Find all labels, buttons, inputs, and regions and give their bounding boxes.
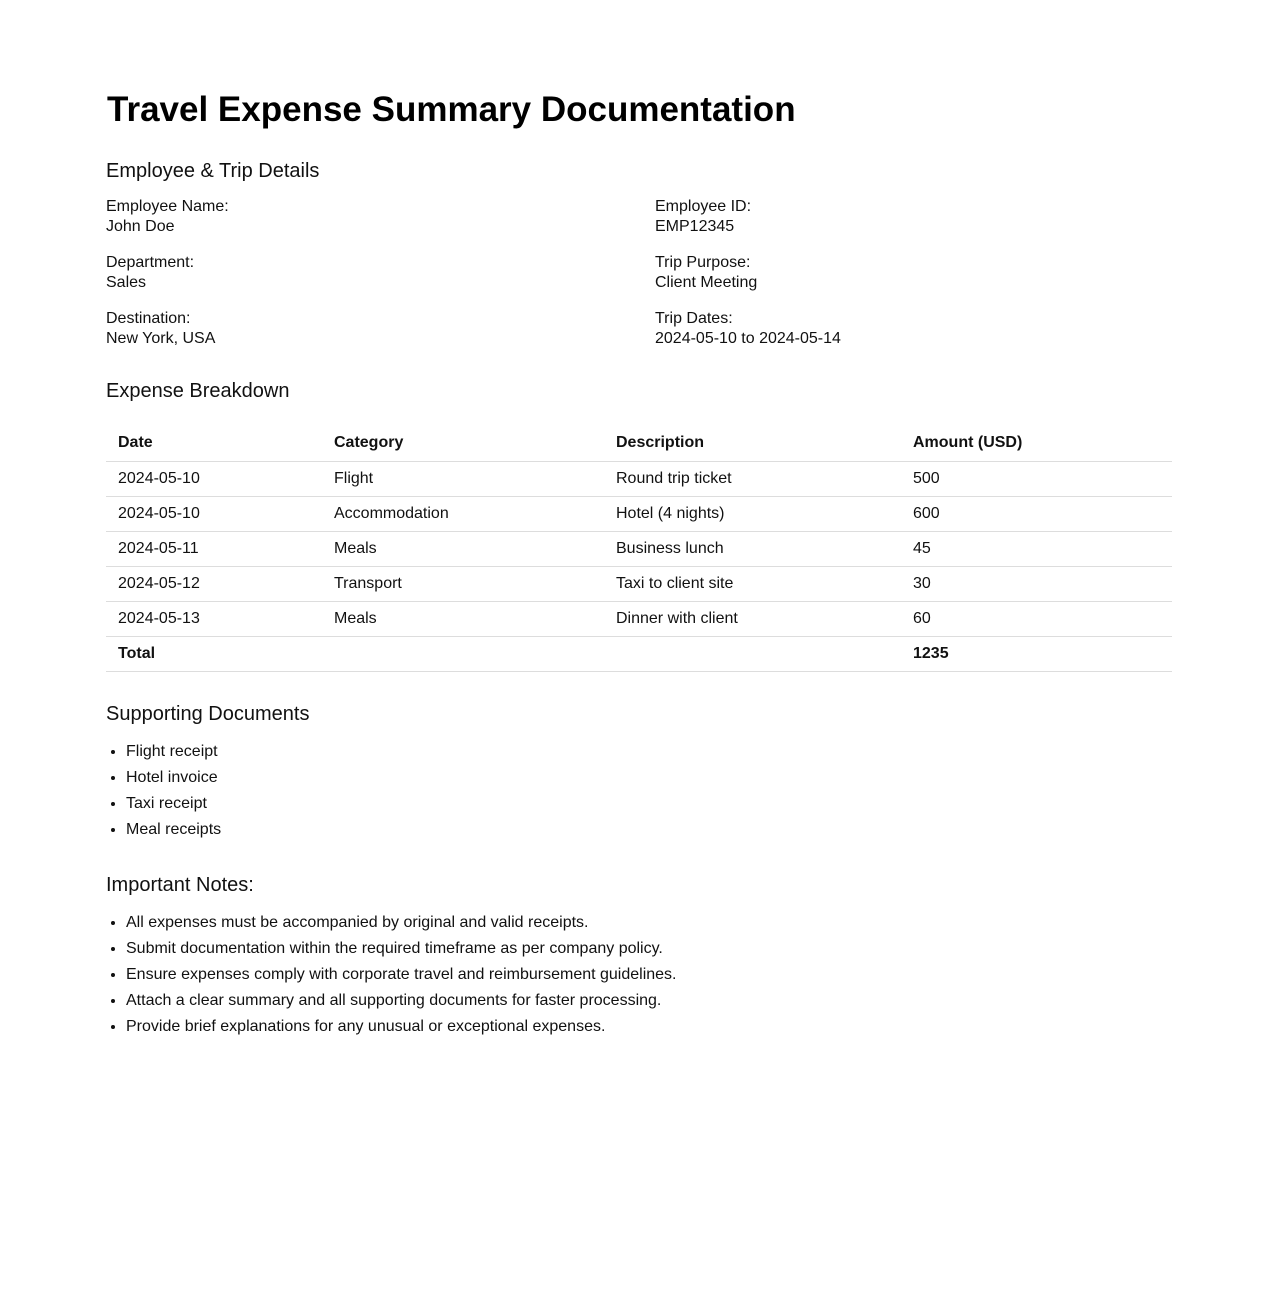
list-item: • Submit documentation within the required timeframe as per company policy.: [126, 936, 1172, 962]
cell-amount: 500: [901, 462, 1172, 497]
cell-category: Meals: [322, 532, 604, 567]
table-row: [106, 462, 1172, 497]
field-value: John Doe: [106, 218, 175, 235]
empty-cell: [322, 637, 604, 672]
field-label: Destination:: [106, 310, 191, 327]
field-label: Employee Name:: [106, 198, 229, 215]
total-amount: 1235: [901, 637, 1172, 672]
total-row: [106, 637, 1172, 672]
expense-heading: Expense Breakdown: [106, 380, 290, 402]
list-item: • Ensure expenses comply with corporate travel and reimbursement guidelines.: [126, 962, 1172, 988]
important-notes-heading: Important Notes:: [106, 874, 254, 896]
cell-date: 2024-05-12: [106, 567, 322, 602]
field-employee-name: [106, 197, 655, 237]
supporting-documents-section: [106, 702, 1172, 843]
table-header-row: [106, 425, 1172, 462]
field-label: Trip Purpose:: [655, 254, 751, 271]
field-value: Client Meeting: [655, 274, 758, 291]
list-item: • All expenses must be accompanied by original and valid receipts.: [126, 910, 1172, 936]
page-title: Travel Expense Summary Documentation: [107, 90, 796, 129]
table-row: [106, 567, 1172, 602]
cell-description: Dinner with client: [604, 602, 901, 637]
cell-amount: 30: [901, 567, 1172, 602]
empty-cell: [604, 637, 901, 672]
field-label: Trip Dates:: [655, 310, 733, 327]
list-item: • Hotel invoice: [126, 765, 1172, 791]
cell-category: Meals: [322, 602, 604, 637]
important-notes-list: [106, 910, 1172, 1040]
trip-details-section: [106, 159, 1172, 349]
important-notes-section: [106, 873, 1172, 1040]
cell-description: Taxi to client site: [604, 567, 901, 602]
cell-date: 2024-05-10: [106, 462, 322, 497]
cell-description: Hotel (4 nights): [604, 497, 901, 532]
field-department: [106, 253, 655, 293]
cell-date: 2024-05-10: [106, 497, 322, 532]
list-item: • Provide brief explanations for any unusual or exceptional expenses.: [126, 1014, 1172, 1040]
field-value: Sales: [106, 274, 147, 291]
field-employee-id: [655, 197, 1172, 237]
field-trip-dates: [655, 309, 1172, 349]
expense-table: [106, 425, 1172, 672]
table-row: [106, 602, 1172, 637]
cell-description: Round trip ticket: [604, 462, 901, 497]
list-item: • Flight receipt: [126, 739, 1172, 765]
field-destination: [106, 309, 655, 349]
table-row: [106, 497, 1172, 532]
supporting-documents-heading: Supporting Documents: [106, 703, 310, 725]
supporting-documents-list: [106, 739, 1172, 843]
cell-category: Transport: [322, 567, 604, 602]
cell-category: Flight: [322, 462, 604, 497]
total-label: Total: [106, 637, 322, 672]
column-header-category: Category: [322, 425, 604, 462]
field-value: New York, USA: [106, 330, 216, 347]
list-item: • Meal receipts: [126, 817, 1172, 843]
column-header-amount: Amount (USD): [901, 425, 1172, 462]
cell-amount: 60: [901, 602, 1172, 637]
cell-date: 2024-05-11: [106, 532, 322, 567]
table-row: [106, 532, 1172, 567]
expense-section: [106, 379, 1172, 672]
list-item: • Attach a clear summary and all supporting documents for faster processing.: [126, 988, 1172, 1014]
cell-category: Accommodation: [322, 497, 604, 532]
list-item: • Taxi receipt: [126, 791, 1172, 817]
cell-date: 2024-05-13: [106, 602, 322, 637]
field-value: EMP12345: [655, 218, 735, 235]
cell-description: Business lunch: [604, 532, 901, 567]
column-header-description: Description: [604, 425, 901, 462]
field-label: Department:: [106, 254, 195, 271]
cell-amount: 600: [901, 497, 1172, 532]
field-trip-purpose: [655, 253, 1172, 293]
cell-amount: 45: [901, 532, 1172, 567]
field-value: 2024-05-10 to 2024-05-14: [655, 330, 841, 347]
column-header-date: Date: [106, 425, 322, 462]
trip-details-heading: Employee & Trip Details: [106, 160, 320, 182]
details-grid: [106, 197, 1172, 349]
field-label: Employee ID:: [655, 198, 752, 215]
